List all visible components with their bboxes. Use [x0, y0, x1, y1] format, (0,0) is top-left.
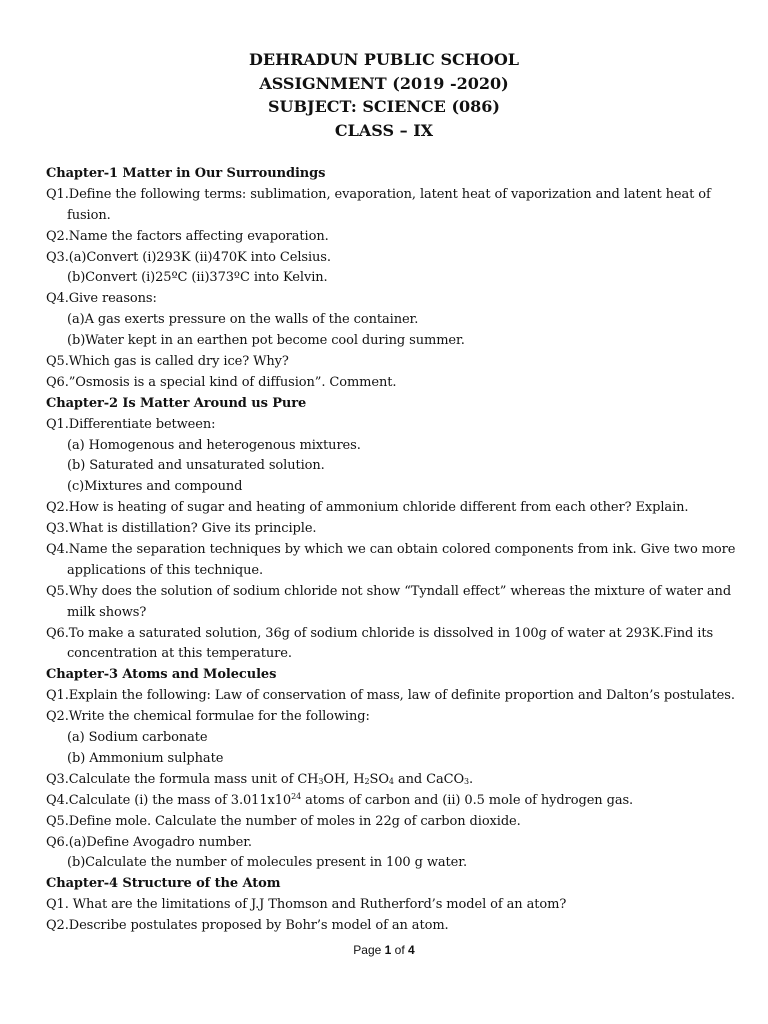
question-line: Q5.Which gas is called dry ice? Why?	[46, 354, 289, 370]
question-line: (b) Ammonium sulphate	[67, 750, 224, 766]
question-line: Q5.Define mole. Calculate the number of moles in 22g of carbon dioxide.	[46, 813, 521, 829]
question-line: (c)Mixtures and compound	[67, 479, 243, 495]
question-line	[46, 791, 736, 812]
question-line: milk shows?	[67, 604, 147, 620]
question-line: Q2.Write the chemical formulae for the following:	[46, 709, 370, 725]
chapter-2-heading: Chapter-2 Is Matter Around us Pure	[46, 395, 307, 411]
question-line: Q1.Differentiate between:	[46, 416, 216, 432]
school-name: DEHRADUN PUBLIC SCHOOL	[249, 50, 519, 69]
document-header	[0, 48, 768, 142]
footer-page-number: 1	[384, 943, 392, 957]
text-span: .	[469, 771, 474, 787]
question-line: (a) Homogenous and heterogenous mixtures.	[67, 437, 361, 453]
question-line	[46, 770, 736, 791]
assignment-title: ASSIGNMENT (2019 -2020)	[259, 73, 509, 93]
question-line: (b)Convert (i)25ºC (ii)373ºC into Kelvin.	[67, 270, 328, 286]
text-span: Q4.Calculate (i) the mass of 3.011x10	[46, 792, 292, 808]
question-line: (a)A gas exerts pressure on the walls of the container.	[67, 312, 419, 328]
question-line: Q1.Define the following terms: sublimation, evaporation, latent heat of vaporization and latent heat of	[46, 186, 711, 202]
subscript: 2	[364, 776, 370, 786]
text-span: SO	[369, 771, 389, 787]
question-line: (b)Calculate the number of molecules present in 100 g water.	[67, 855, 467, 871]
question-line: Q1.Explain the following: Law of conservation of mass, law of definite proportion and Dalton’s postulates.	[46, 688, 735, 704]
question-line: applications of this technique.	[67, 562, 263, 578]
subject-title: SUBJECT: SCIENCE (086)	[268, 97, 500, 116]
question-line: Q6.To make a saturated solution, 36g of sodium chloride is dissolved in 100g of water at 293K.Find its	[46, 625, 714, 641]
question-line: (b) Saturated and unsaturated solution.	[67, 458, 325, 474]
question-line: Q6.(a)Define Avogadro number.	[46, 834, 252, 850]
footer-page-total: 4	[408, 943, 415, 957]
question-line: Q6.”Osmosis is a special kind of diffusion”. Comment.	[46, 374, 397, 390]
question-line: Q3.(a)Convert (i)293K (ii)470K into Celsius.	[46, 249, 331, 265]
text-span: and CaCO	[393, 771, 465, 787]
chapter-1-heading: Chapter-1 Matter in Our Surroundings	[46, 166, 326, 181]
question-line: Q2.Name the factors affecting evaporation.	[46, 228, 329, 244]
subscript: 3	[318, 776, 324, 786]
question-line: Q4.Name the separation techniques by which we can obtain colored components from ink. Give two more	[46, 542, 736, 558]
question-line: Q3.What is distillation? Give its principle.	[46, 521, 317, 537]
subscript: 3	[464, 776, 470, 786]
question-line: Q2.Describe postulates proposed by Bohr’s model of an atom.	[46, 918, 449, 934]
subscript: 4	[388, 776, 394, 786]
question-line: Q5.Why does the solution of sodium chloride not show “Tyndall effect” whereas the mixture of water and	[46, 583, 732, 599]
footer-of-word: of	[391, 943, 409, 957]
superscript: 24	[291, 791, 302, 801]
chapter-4-heading: Chapter-4 Structure of the Atom	[46, 876, 281, 892]
chapter-3-heading: Chapter-3 Atoms and Molecules	[46, 667, 277, 683]
assignment-body	[46, 164, 736, 937]
question-line: Q2.How is heating of sugar and heating of ammonium chloride different from each other? Explain.	[46, 500, 689, 516]
page-footer	[0, 943, 768, 957]
question-line: fusion.	[67, 207, 111, 223]
question-line: (a) Sodium carbonate	[67, 730, 208, 746]
text-span: atoms of carbon and (ii) 0.5 mole of hydrogen gas.	[301, 792, 634, 808]
question-line: concentration at this temperature.	[67, 646, 292, 662]
class-title: CLASS – IX	[334, 120, 434, 140]
question-line: Q4.Give reasons:	[46, 291, 157, 307]
question-line: (b)Water kept in an earthen pot become cool during summer.	[67, 333, 465, 349]
text-span: Q3.Calculate the formula mass unit of CH	[46, 771, 319, 787]
question-line: Q1. What are the limitations of J.J Thomson and Rutherford’s model of an atom?	[46, 897, 567, 913]
text-span: OH, H	[323, 771, 365, 787]
footer-page-word: Page	[353, 943, 385, 957]
